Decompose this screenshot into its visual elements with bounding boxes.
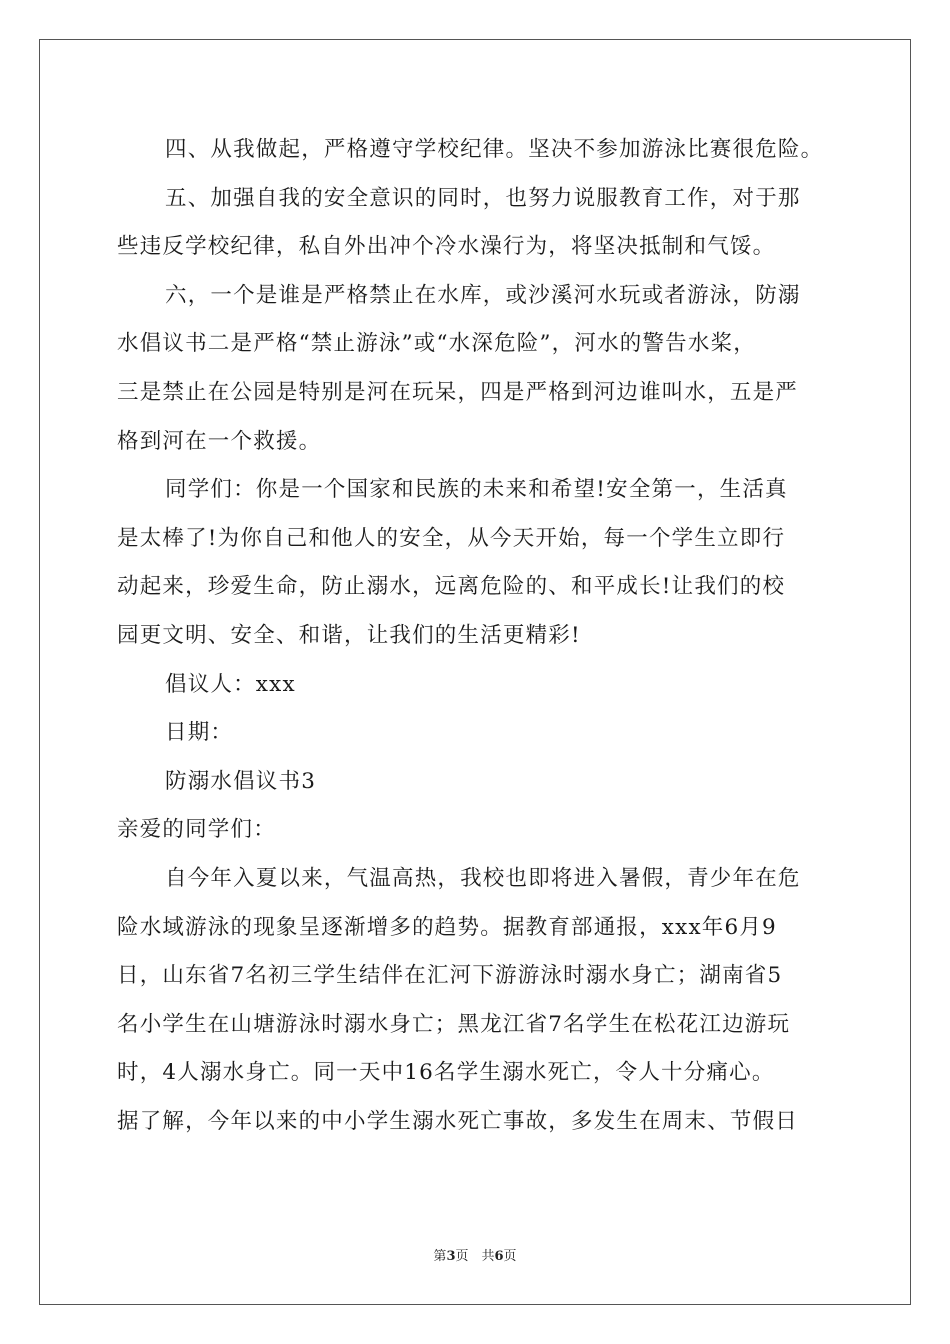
text-line: 动起来，珍爱生命，防止溺水，远离危险的、和平成长!让我们的校 [117, 574, 786, 600]
text-line: 三是禁止在公园是特别是河在玩呆，四是严格到河边谁叫水，五是严 [117, 379, 799, 405]
text-line: 格到河在一个救援。 [117, 428, 322, 454]
signatory-line: 倡议人：xxx [165, 671, 296, 697]
footer-middle: 页 共 [455, 1249, 495, 1264]
total-page-number: 6 [494, 1249, 504, 1264]
text-line: 园更文明、安全、和谐，让我们的生活更精彩! [117, 622, 581, 648]
text-line: 时，4人溺水身亡。同一天中16名学生溺水死亡，令人十分痛心。 [117, 1060, 775, 1086]
text-line: 自今年入夏以来，气温高热，我校也即将进入暑假，青少年在危 [165, 865, 801, 891]
footer-prefix: 第 [433, 1249, 447, 1264]
document-body [117, 126, 847, 1146]
footer-suffix: 页 [503, 1249, 517, 1264]
text-line: 五、加强自我的安全意识的同时，也努力说服教育工作，对于那 [165, 185, 801, 211]
text-line: 水倡议书二是严格“禁止游泳”或“水深危险”，河水的警告水桨， [117, 331, 756, 357]
date-line: 日期： [165, 720, 234, 746]
text-line: 同学们：你是一个国家和民族的未来和希望!安全第一，生活真 [165, 477, 788, 503]
text-line: 险水域游泳的现象呈逐渐增多的趋势。据教育部通报，xxx年6月9 [117, 914, 777, 940]
text-line: 据了解，今年以来的中小学生溺水死亡事故，多发生在周末、节假日 [117, 1108, 799, 1134]
text-line: 是太棒了!为你自己和他人的安全，从今天开始，每一个学生立即行 [117, 525, 786, 551]
page-footer [0, 1245, 950, 1264]
text-line: 些违反学校纪律，私自外出冲个冷水澡行为，将坚决抵制和气馁。 [117, 234, 776, 260]
section-title: 防溺水倡议书3 [165, 768, 317, 794]
current-page-number: 3 [446, 1249, 456, 1264]
text-line: 名小学生在山塘游泳时溺水身亡；黑龙江省7名学生在松花江边游玩 [117, 1011, 791, 1037]
salutation: 亲爱的同学们： [117, 817, 276, 843]
text-line: 日，山东省7名初三学生结伴在汇河下游游泳时溺水身亡；湖南省5 [117, 963, 783, 989]
text-line: 六，一个是谁是严格禁止在水库，或沙溪河水玩或者游泳，防溺 [165, 282, 801, 308]
text-line: 四、从我做起，严格遵守学校纪律。坚决不参加游泳比赛很危险。 [165, 137, 824, 162]
